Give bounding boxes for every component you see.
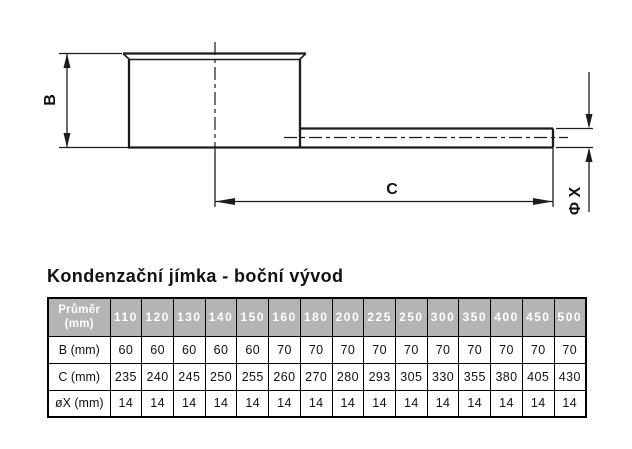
dimension-b bbox=[59, 54, 128, 148]
value-cell: 293 bbox=[364, 363, 396, 390]
row-label: C (mm) bbox=[48, 363, 110, 390]
value-cell: 70 bbox=[459, 336, 491, 363]
value-cell: 14 bbox=[142, 390, 174, 417]
value-cell: 70 bbox=[554, 336, 586, 363]
value-cell: 14 bbox=[459, 390, 491, 417]
value-cell: 70 bbox=[491, 336, 523, 363]
page-title: Kondenzační jímka - boční vývod bbox=[47, 266, 344, 286]
value-cell: 14 bbox=[332, 390, 364, 417]
corner-header-cell bbox=[48, 298, 110, 336]
condensate-trap-body bbox=[123, 54, 553, 148]
diameter-header: 150 bbox=[237, 298, 269, 336]
value-cell: 14 bbox=[522, 390, 554, 417]
value-cell: 14 bbox=[395, 390, 427, 417]
value-cell: 250 bbox=[205, 363, 237, 390]
diameter-header: 450 bbox=[522, 298, 554, 336]
value-cell: 60 bbox=[142, 336, 174, 363]
corner-header-line1: Průměr bbox=[58, 303, 101, 316]
value-cell: 14 bbox=[110, 390, 142, 417]
diameter-header: 350 bbox=[459, 298, 491, 336]
value-cell: 70 bbox=[332, 336, 364, 363]
row-label: øX (mm) bbox=[48, 390, 110, 417]
value-cell: 14 bbox=[237, 390, 269, 417]
table-row bbox=[48, 390, 586, 417]
value-cell: 70 bbox=[522, 336, 554, 363]
value-cell: 60 bbox=[110, 336, 142, 363]
value-cell: 70 bbox=[395, 336, 427, 363]
table-body bbox=[48, 336, 586, 417]
value-cell: 60 bbox=[205, 336, 237, 363]
diameter-header: 140 bbox=[205, 298, 237, 336]
table-row bbox=[48, 336, 586, 363]
value-cell: 255 bbox=[237, 363, 269, 390]
value-cell: 14 bbox=[491, 390, 523, 417]
value-cell: 14 bbox=[205, 390, 237, 417]
value-cell: 14 bbox=[269, 390, 301, 417]
diameter-header: 110 bbox=[110, 298, 142, 336]
diameter-header: 160 bbox=[269, 298, 301, 336]
value-cell: 70 bbox=[364, 336, 396, 363]
value-cell: 405 bbox=[522, 363, 554, 390]
value-cell: 330 bbox=[427, 363, 459, 390]
value-cell: 60 bbox=[237, 336, 269, 363]
diameter-header: 180 bbox=[300, 298, 332, 336]
value-cell: 14 bbox=[554, 390, 586, 417]
dimension-c bbox=[215, 148, 553, 207]
diameter-header: 500 bbox=[554, 298, 586, 336]
table-row bbox=[48, 363, 586, 390]
value-cell: 280 bbox=[332, 363, 364, 390]
value-cell: 70 bbox=[427, 336, 459, 363]
value-cell: 70 bbox=[269, 336, 301, 363]
dimensions-table bbox=[47, 297, 587, 418]
value-cell: 235 bbox=[110, 363, 142, 390]
value-cell: 380 bbox=[491, 363, 523, 390]
dimension-label-c: C bbox=[386, 181, 398, 198]
diameter-header: 250 bbox=[395, 298, 427, 336]
value-cell: 355 bbox=[459, 363, 491, 390]
diameter-header: 200 bbox=[332, 298, 364, 336]
value-cell: 430 bbox=[554, 363, 586, 390]
value-cell: 14 bbox=[364, 390, 396, 417]
value-cell: 14 bbox=[427, 390, 459, 417]
dimension-label-diameter-x: Φ X bbox=[567, 186, 584, 216]
diameter-header: 400 bbox=[491, 298, 523, 336]
corner-header-line2: (mm) bbox=[64, 318, 94, 331]
value-cell: 14 bbox=[300, 390, 332, 417]
value-cell: 305 bbox=[395, 363, 427, 390]
value-cell: 270 bbox=[300, 363, 332, 390]
value-cell: 70 bbox=[300, 336, 332, 363]
dimension-label-b: B bbox=[42, 94, 59, 106]
diameter-header: 225 bbox=[364, 298, 396, 336]
value-cell: 240 bbox=[142, 363, 174, 390]
table-header-row bbox=[48, 298, 586, 336]
diameter-header: 130 bbox=[173, 298, 205, 336]
row-label: B (mm) bbox=[48, 336, 110, 363]
value-cell: 60 bbox=[173, 336, 205, 363]
value-cell: 260 bbox=[269, 363, 301, 390]
diameter-header: 300 bbox=[427, 298, 459, 336]
value-cell: 14 bbox=[173, 390, 205, 417]
value-cell: 245 bbox=[173, 363, 205, 390]
diameter-header: 120 bbox=[142, 298, 174, 336]
